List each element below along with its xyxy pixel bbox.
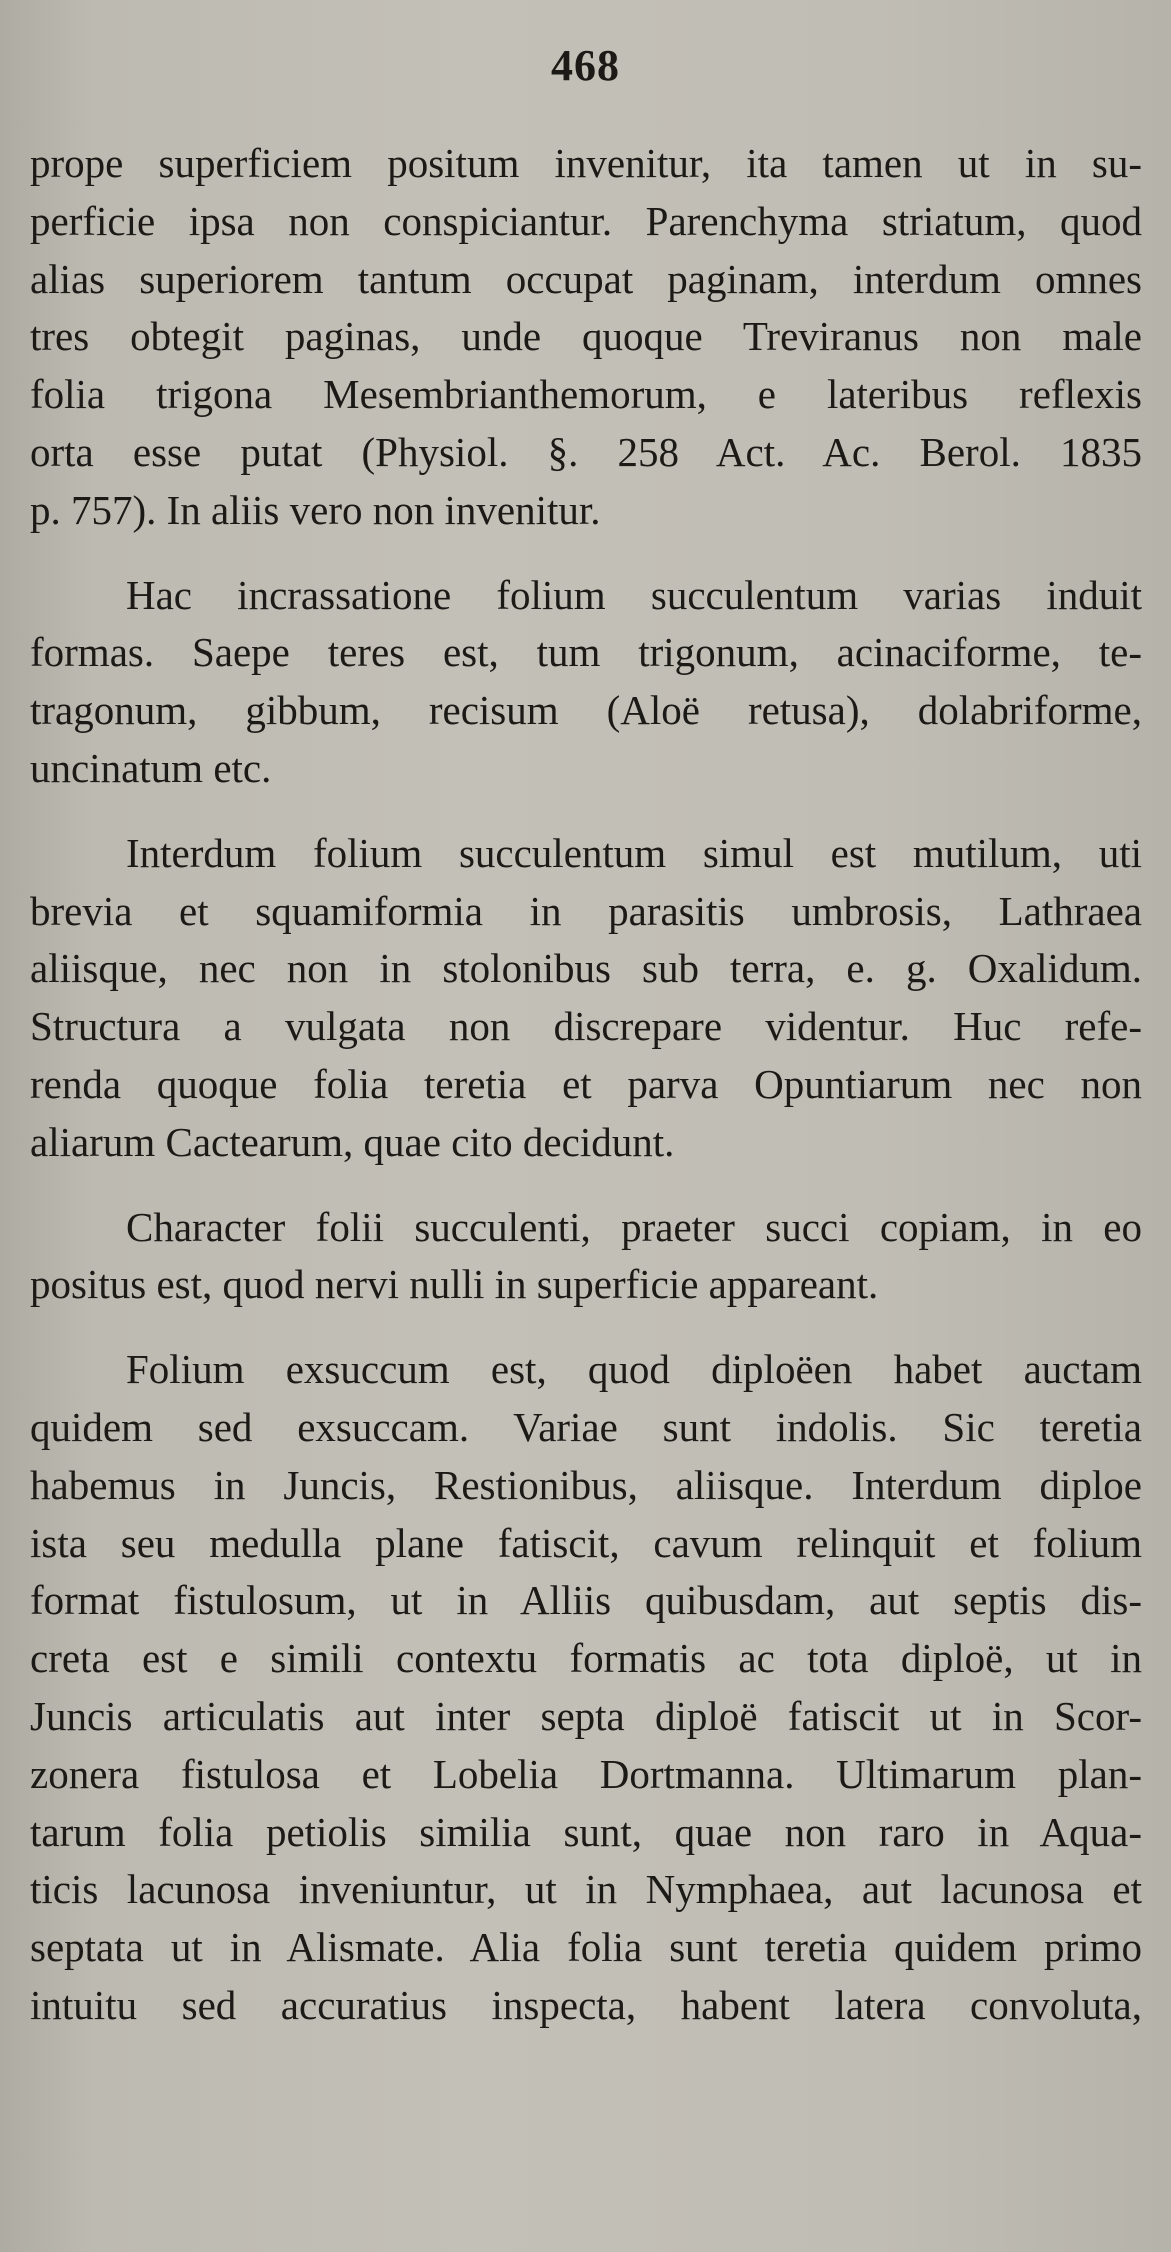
text-line: orta esse putat (Physiol. §. 258 Act. Ac. Berol. 1835 — [30, 428, 1142, 475]
text-line: brevia et squamiformia in parasitis umbrosis, Lathraea — [30, 887, 1142, 934]
text-line: formas. Saepe teres est, tum trigonum, acinaciforme, te- — [30, 629, 1142, 676]
text-line: Juncis articulatis aut inter septa diploë fatiscit ut in Scor- — [30, 1692, 1142, 1739]
text-line: aliarum Cactearum, quae cito decidunt. — [30, 1118, 675, 1165]
text-line: alias superiorem tantum occupat paginam, interdum omnes — [30, 255, 1142, 302]
text-line: Character folii succulenti, praeter succi copiam, in eo — [126, 1203, 1142, 1250]
text-line: format fistulosum, ut in Alliis quibusdam, aut septis dis- — [30, 1577, 1142, 1624]
text-line: tragonum, gibbum, recisum (Aloë retusa), dolabriforme, — [30, 687, 1142, 734]
text-line: septata ut in Alismate. Alia folia sunt teretia quidem primo — [30, 1924, 1142, 1971]
text-line: habemus in Juncis, Restionibus, aliisque. Interdum diploe — [30, 1461, 1142, 1508]
text-line: Hac incrassatione folium succulentum varias induit — [126, 571, 1142, 618]
text-line: folia trigona Mesembrianthemorum, e lateribus reflexis — [30, 371, 1142, 418]
text-line: tres obtegit paginas, unde quoque Treviranus non male — [30, 313, 1142, 360]
text-line: Structura a vulgata non discrepare videntur. Huc refe- — [30, 1003, 1142, 1050]
text-line: perficie ipsa non conspiciantur. Parenchyma striatum, quod — [30, 197, 1142, 244]
text-line: p. 757). In aliis vero non invenitur. — [30, 486, 601, 533]
text-line: quidem sed exsuccam. Variae sunt indolis. Sic teretia — [30, 1403, 1142, 1450]
text-line: zonera fistulosa et Lobelia Dortmanna. Ultimarum plan- — [30, 1750, 1142, 1797]
text-line: aliisque, nec non in stolonibus sub terra, e. g. Oxalidum. — [30, 945, 1142, 992]
paragraph-2 — [30, 567, 1142, 798]
text-line: tarum folia petiolis similia sunt, quae non raro in Aqua- — [30, 1808, 1142, 1855]
text-line: uncinatum etc. — [30, 744, 272, 791]
text-line: Interdum folium succulentum simul est mutilum, uti — [126, 829, 1142, 876]
body-text — [30, 135, 1142, 2035]
paragraph-4 — [30, 1199, 1142, 1315]
text-line: Folium exsuccum est, quod diploëen habet auctam — [126, 1346, 1142, 1393]
text-line: positus est, quod nervi nulli in superficie appareant. — [30, 1261, 879, 1308]
text-line: prope superficiem positum invenitur, ita tamen ut in su- — [30, 140, 1142, 186]
text-line: ticis lacunosa inveniuntur, ut in Nymphaea, aut lacunosa et — [30, 1866, 1142, 1913]
page-number: 468 — [551, 41, 620, 90]
text-line: intuitu sed accuratius inspecta, habent latera convoluta, — [30, 1981, 1142, 2028]
text-line: renda quoque folia teretia et parva Opuntiarum nec non — [30, 1060, 1142, 1107]
paragraph-5 — [30, 1341, 1142, 2035]
text-line: ista seu medulla plane fatiscit, cavum relinquit et folium — [30, 1519, 1142, 1566]
paragraph-1 — [30, 135, 1142, 540]
paragraph-3 — [30, 825, 1142, 1172]
text-line: creta est e simili contextu formatis ac tota diploë, ut in — [30, 1635, 1142, 1682]
